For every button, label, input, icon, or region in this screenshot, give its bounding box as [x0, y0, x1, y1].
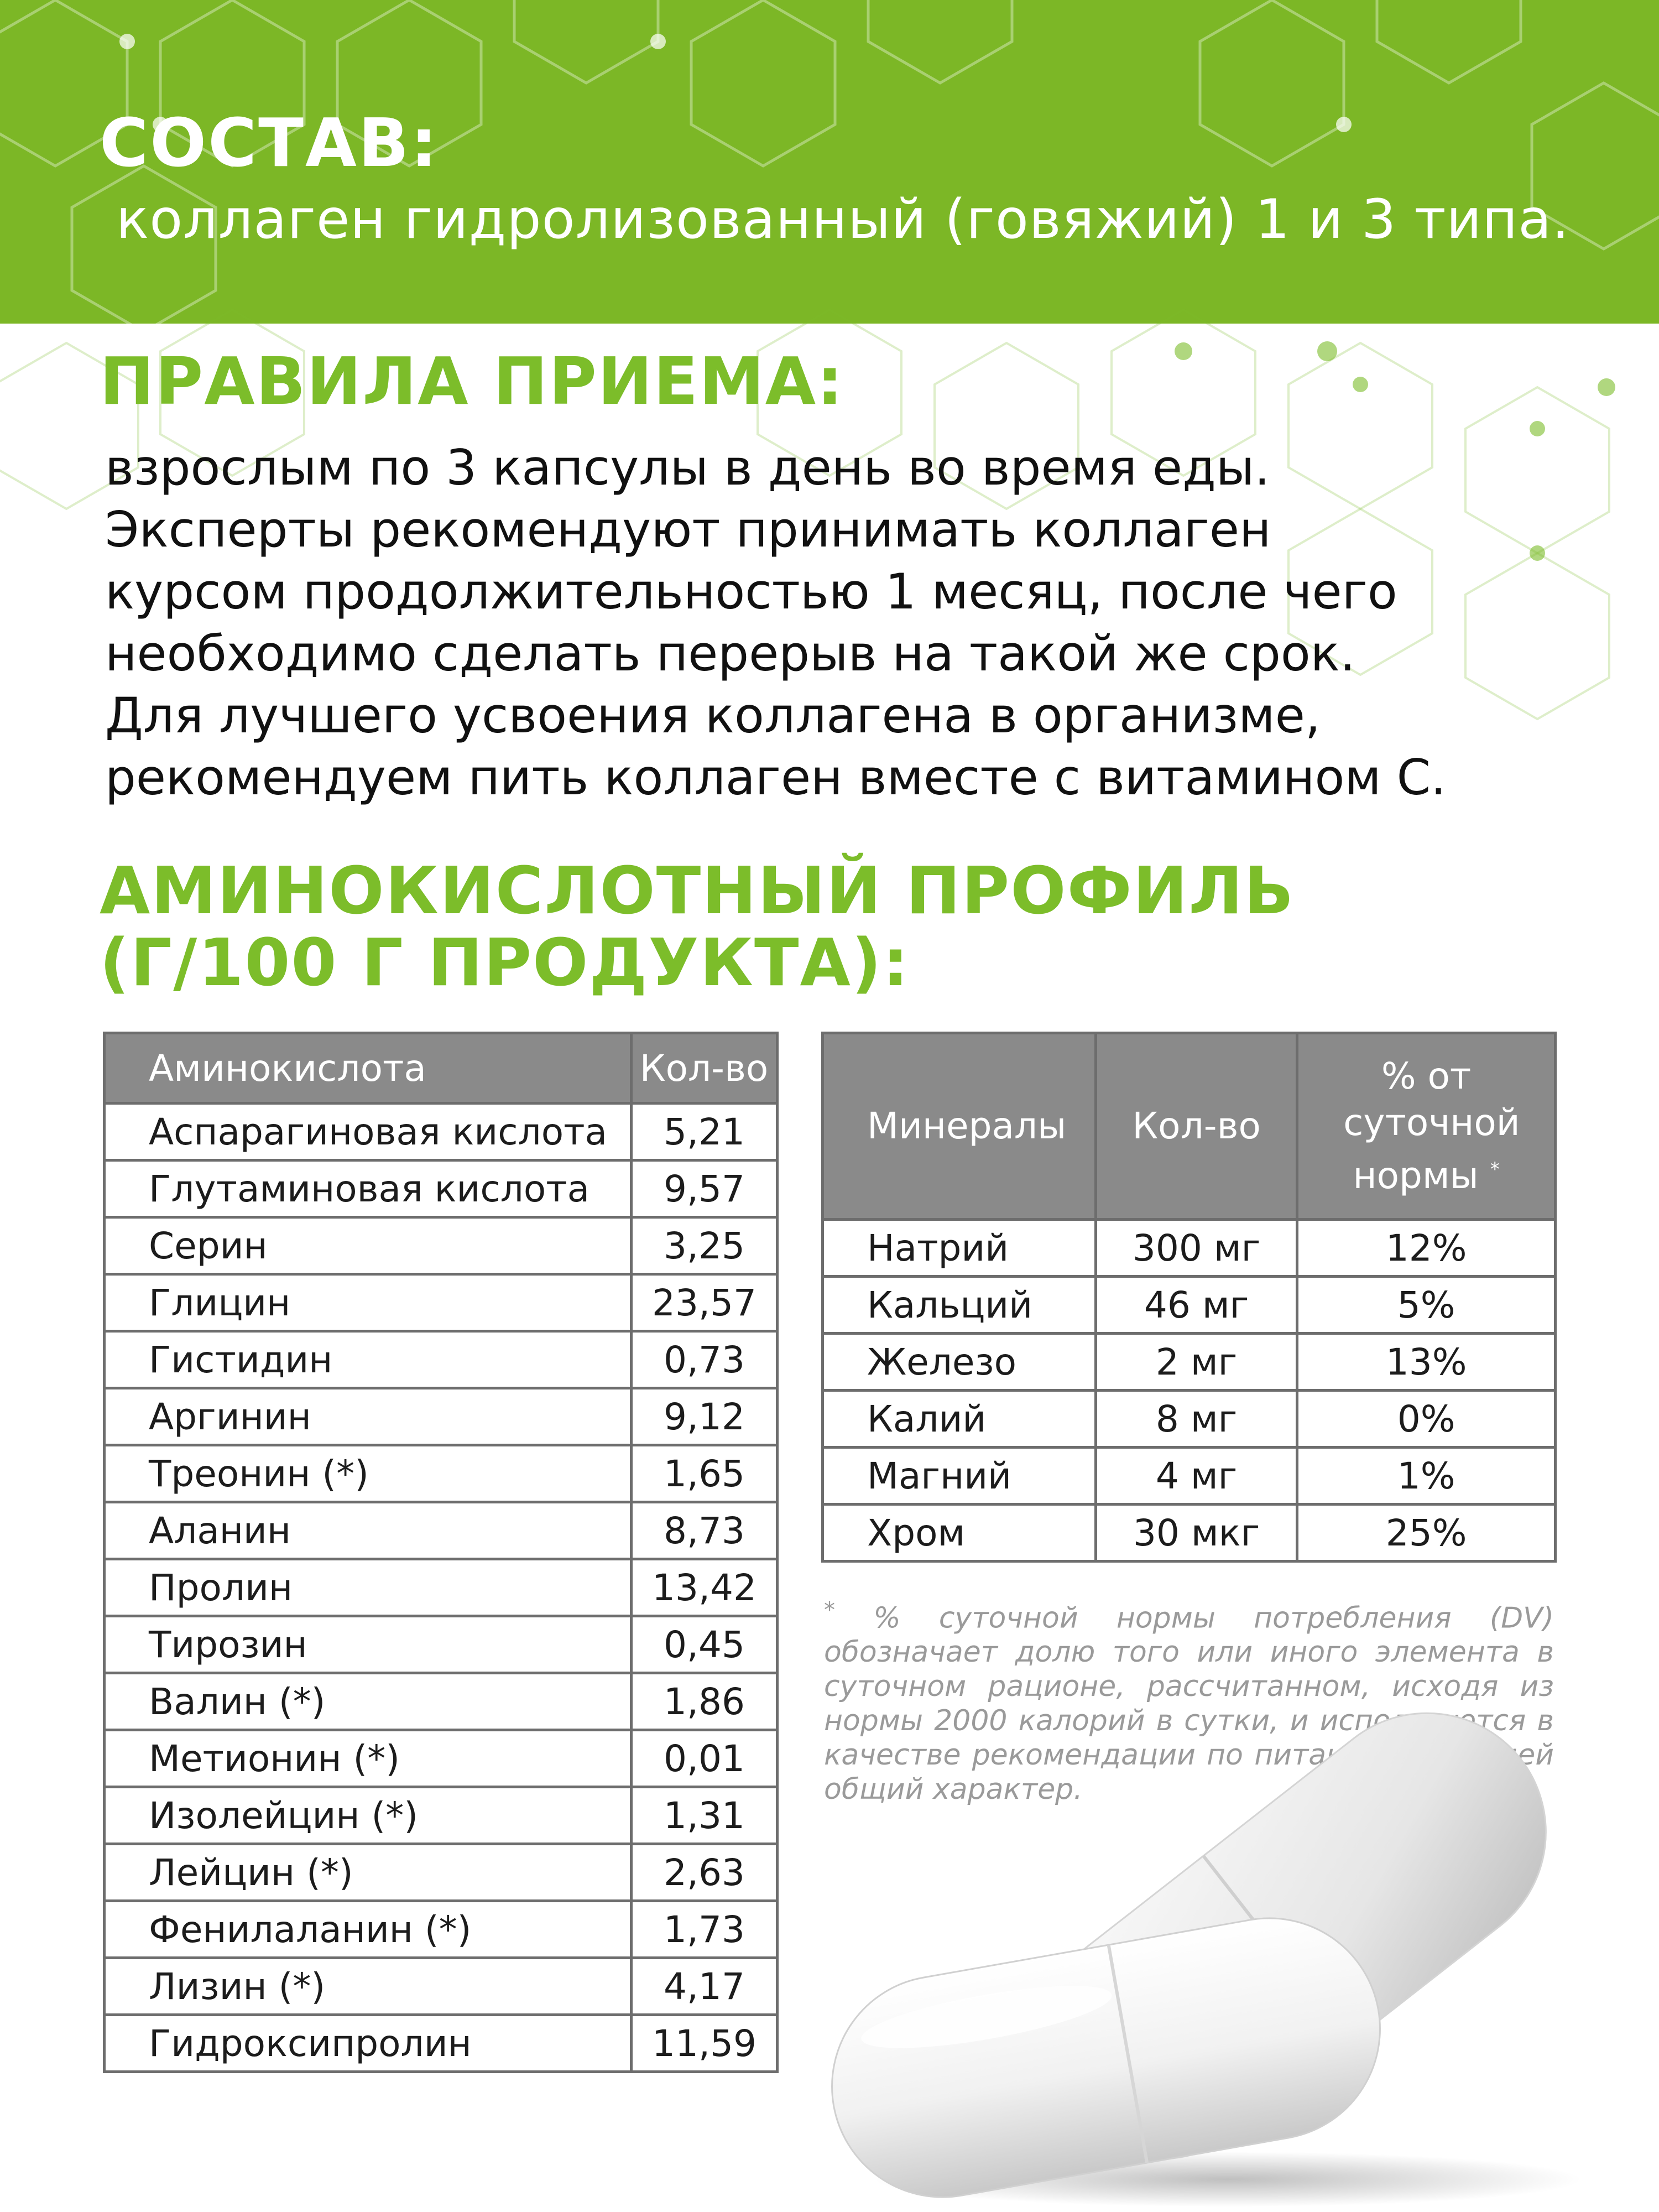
amino-acid-name: Метионин (*)	[105, 1730, 632, 1787]
table-row	[105, 1901, 778, 1958]
amino-acid-name: Лизин (*)	[105, 1958, 632, 2015]
amino-acid-name: Гидроксипролин	[105, 2015, 632, 2072]
composition-text: коллаген гидролизованный (говяжий) 1 и 3 типа.	[116, 188, 1570, 251]
footnote-text: % суточной нормы потребления (DV) обозначает долю того или иного элемента в суточном рационе, рассчитанном, исходя из нормы 2000 калорий в сутки, и используется в качестве рекомендации по питанию, имеющей общий характер.	[824, 1601, 1554, 1807]
table-row	[823, 1448, 1556, 1505]
amino-acid-value: 1,31	[632, 1787, 778, 1844]
amino-acid-name: Аланин	[105, 1502, 632, 1559]
table-row	[105, 1388, 778, 1445]
amino-acid-name: Фенилаланин (*)	[105, 1901, 632, 1958]
amino-acid-value: 2,63	[632, 1844, 778, 1901]
amino-acid-table	[103, 1032, 779, 2073]
table-row	[105, 1104, 778, 1160]
amino-acid-name: Пролин	[105, 1559, 632, 1616]
table-row	[105, 1673, 778, 1730]
amino-acid-name: Аргинин	[105, 1388, 632, 1445]
mineral-daily-percent: 12%	[1297, 1220, 1556, 1277]
mineral-quantity: 30 мкг	[1096, 1505, 1297, 1562]
table-row	[823, 1334, 1556, 1391]
table-row	[105, 2015, 778, 2072]
amino-acid-value: 1,73	[632, 1901, 778, 1958]
mineral-name: Магний	[823, 1448, 1096, 1505]
table-row	[105, 1730, 778, 1787]
rules-line: Для лучшего усвоения коллагена в организме,	[105, 687, 1321, 744]
table-row	[105, 1331, 778, 1388]
amino-acid-name: Глицин	[105, 1274, 632, 1331]
amino-acid-name: Треонин (*)	[105, 1445, 632, 1502]
mineral-name: Хром	[823, 1505, 1096, 1562]
table-row	[105, 1502, 778, 1559]
mineral-daily-percent: 0%	[1297, 1391, 1556, 1448]
composition-title: СОСТАВ:	[100, 105, 439, 182]
amino-acid-name: Валин (*)	[105, 1673, 632, 1730]
amino-acid-value: 13,42	[632, 1559, 778, 1616]
table-row	[823, 1505, 1556, 1562]
table-row	[823, 1220, 1556, 1277]
amino-profile-title	[100, 852, 1295, 1001]
mineral-quantity: 300 мг	[1096, 1220, 1297, 1277]
mineral-daily-percent: 25%	[1297, 1505, 1556, 1562]
column-header-quantity: Кол-во	[632, 1033, 778, 1104]
table-row	[823, 1277, 1556, 1334]
table-row	[105, 1559, 778, 1616]
amino-acid-value: 9,57	[632, 1160, 778, 1217]
amino-acid-name: Лейцин (*)	[105, 1844, 632, 1901]
amino-acid-value: 0,45	[632, 1616, 778, 1673]
mineral-daily-percent: 5%	[1297, 1277, 1556, 1334]
footnote-mark: *	[1490, 1158, 1500, 1180]
table-header-row	[823, 1033, 1556, 1220]
mineral-daily-percent: 13%	[1297, 1334, 1556, 1391]
table-row	[105, 1787, 778, 1844]
amino-acid-value: 0,01	[632, 1730, 778, 1787]
mineral-quantity: 4 мг	[1096, 1448, 1297, 1505]
amino-acid-name: Изолейцин (*)	[105, 1787, 632, 1844]
amino-title-line: АМИНОКИСЛОТНЫЙ ПРОФИЛЬ	[100, 852, 1295, 929]
table-row	[105, 1958, 778, 2015]
column-header-quantity: Кол-во	[1096, 1033, 1297, 1220]
mineral-name: Калий	[823, 1391, 1096, 1448]
amino-acid-value: 4,17	[632, 1958, 778, 2015]
column-header-amino-acid: Аминокислота	[105, 1033, 632, 1104]
amino-acid-value: 8,73	[632, 1502, 778, 1559]
amino-acid-value: 11,59	[632, 2015, 778, 2072]
column-header-daily-norm	[1297, 1033, 1556, 1220]
amino-title-line: (Г/100 Г ПРОДУКТА):	[100, 924, 910, 1001]
table-row	[105, 1844, 778, 1901]
mineral-name: Кальций	[823, 1277, 1096, 1334]
rules-line: курсом продолжительностью 1 месяц, после чего	[105, 563, 1397, 620]
amino-acid-value: 23,57	[632, 1274, 778, 1331]
amino-acid-value: 1,65	[632, 1445, 778, 1502]
amino-acid-value: 0,73	[632, 1331, 778, 1388]
table-row	[105, 1445, 778, 1502]
mineral-daily-percent: 1%	[1297, 1448, 1556, 1505]
mineral-quantity: 2 мг	[1096, 1334, 1297, 1391]
amino-acid-value: 3,25	[632, 1217, 778, 1274]
rules-line: взрослым по 3 капсулы в день во время еды.	[105, 439, 1270, 496]
table-header-row	[105, 1033, 778, 1104]
amino-acid-name: Гистидин	[105, 1331, 632, 1388]
table-row	[823, 1391, 1556, 1448]
mineral-quantity: 8 мг	[1096, 1391, 1297, 1448]
amino-acid-name: Глутаминовая кислота	[105, 1160, 632, 1217]
table-row	[105, 1616, 778, 1673]
amino-acid-name: Аспарагиновая кислота	[105, 1104, 632, 1160]
daily-norm-label: % от суточной нормы	[1343, 1055, 1520, 1197]
rules-line: Эксперты рекомендуют принимать коллаген	[105, 501, 1271, 558]
amino-acid-name: Серин	[105, 1217, 632, 1274]
amino-acid-value: 1,86	[632, 1673, 778, 1730]
rules-text	[105, 437, 1446, 809]
capsules-image	[796, 1704, 1659, 2212]
rules-title: ПРАВИЛА ПРИЕМА:	[100, 343, 844, 419]
column-header-minerals: Минералы	[823, 1033, 1096, 1220]
table-row	[105, 1160, 778, 1217]
amino-acid-name: Тирозин	[105, 1616, 632, 1673]
mineral-quantity: 46 мг	[1096, 1277, 1297, 1334]
mineral-name: Железо	[823, 1334, 1096, 1391]
mineral-name: Натрий	[823, 1220, 1096, 1277]
minerals-table	[821, 1032, 1557, 1563]
amino-acid-value: 5,21	[632, 1104, 778, 1160]
table-row	[105, 1217, 778, 1274]
table-row	[105, 1274, 778, 1331]
rules-line: необходимо сделать перерыв на такой же срок.	[105, 625, 1355, 682]
rules-line: рекомендуем пить коллаген вместе с витамином С.	[105, 749, 1447, 806]
amino-acid-value: 9,12	[632, 1388, 778, 1445]
footnote-mark: *	[824, 1597, 835, 1623]
